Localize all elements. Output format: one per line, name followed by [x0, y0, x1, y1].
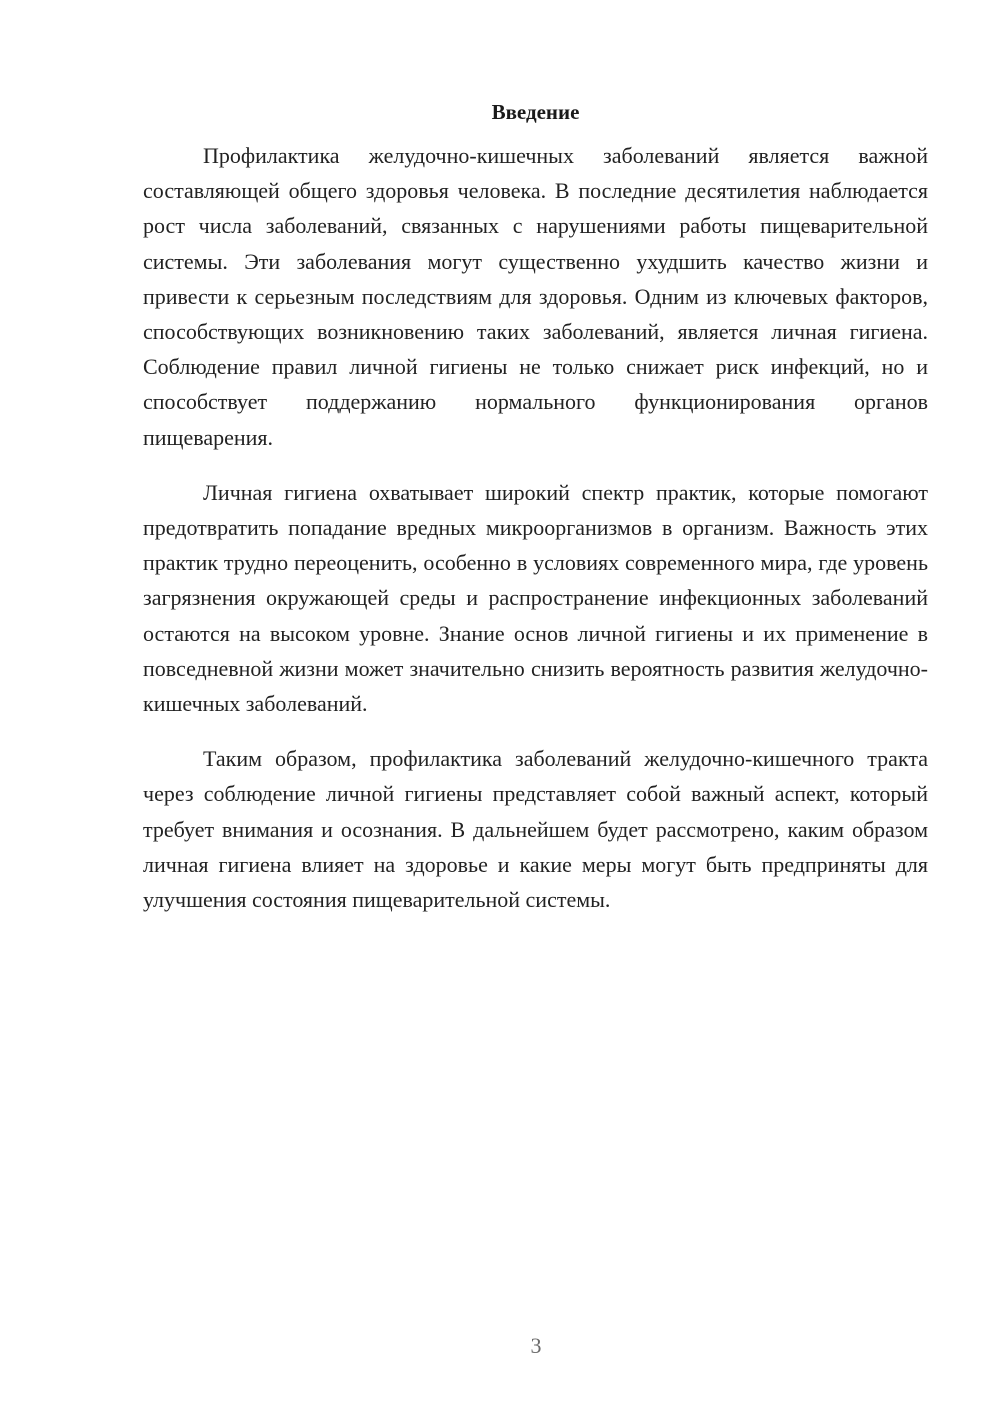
paragraph-3: Таким образом, профилактика заболеваний желудочно-кишечного тракта через соблюдение личной гигиены представляет собой важный аспект, который требует внимания и осознания. В дальнейшем будет рассмотрено, каким образом личная гигиена влияет на здоровье и какие меры могут быть предприняты для улучшения состояния пищеварительной системы. [143, 746, 928, 913]
paragraph-1: Профилактика желудочно-кишечных заболеваний является важной составляющей общего здоровья человека. В последние десятилетия наблюдается рост числа заболеваний, связанных с нарушениями работы пищеварительной системы. Эти заболевания могут существенно ухудшить качество жизни и привести к серьезным последствиям для здоровья. Одним из ключевых факторов, способствующих возникновению таких заболеваний, является личная гигиена. Соблюдение правил личной гигиены не только снижает риск инфекций, но и способствует поддержанию нормального функционирования органов пищеварения. [143, 143, 928, 450]
page-content [143, 96, 928, 937]
paragraph-2: Личная гигиена охватывает широкий спектр практик, которые помогают предотвратить попадание вредных микроорганизмов в организм. Важность этих практик трудно переоценить, особенно в условиях современного мира, где уровень загрязнения окружающей среды и распространение инфекционных заболеваний остаются на высоком уровне. Знание основ личной гигиены и их применение в повседневной жизни может значительно снизить вероятность развития желудочно-кишечных заболеваний. [143, 479, 928, 717]
section-heading: Введение [491, 100, 580, 124]
page-number: 3 [530, 1333, 542, 1358]
